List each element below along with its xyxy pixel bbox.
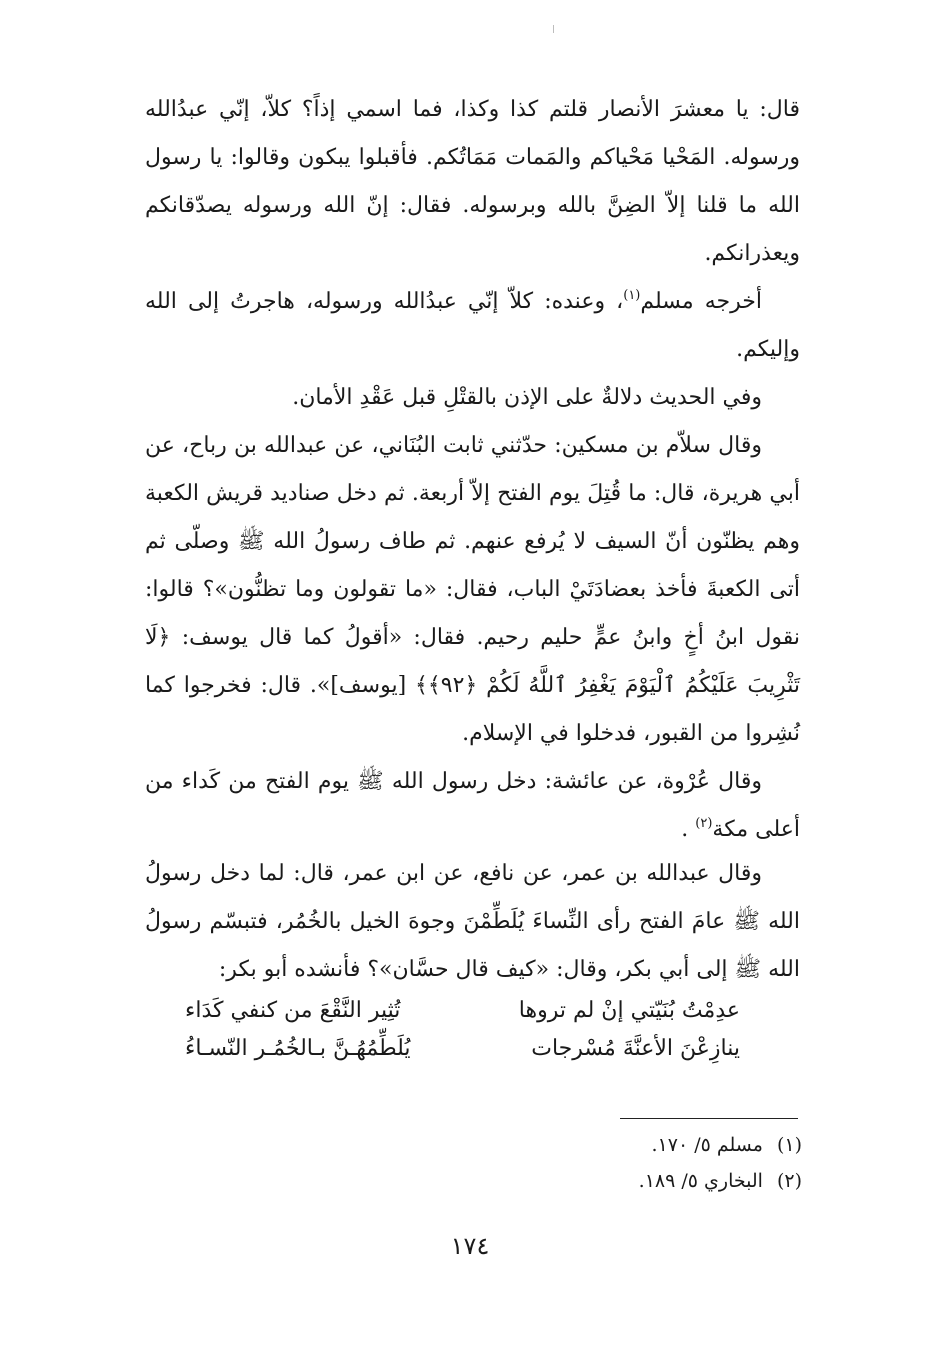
poem-verse [150, 1030, 770, 1068]
muslim-text: أخرجه مسلم [640, 289, 763, 314]
page-number: ١٧٤ [450, 1232, 490, 1260]
footnote-text: البخاري ٥/ ١٨٩. [638, 1170, 763, 1192]
footnote [651, 1130, 802, 1160]
scan-mark [553, 25, 554, 33]
urwa-text: وقال عُرْوة، عن عائشة: دخل رسول الله ﷺ يوم الفتح من كَداء من أعلى مكة [145, 769, 800, 842]
footnote-text: مسلم ٥/ ١٧٠. [651, 1134, 763, 1156]
paragraph-urwa [145, 758, 800, 854]
footnote-number: (١) [776, 1134, 802, 1156]
paragraph-ansar: قال: يا معشرَ الأنصار قلتم كذا وكذا، فما اسمي إذاً؟ كلاّ، إنّي عبدُالله ورسوله. المَحْيا مَحْياكم والمَمات مَمَاتُكم. فأقبلوا يبكون وقالوا: يا رسول الله ما قلنا إلاّ الضِنَّ بالله وبرسوله. فقال: إنّ الله ورسوله يصدّقانكم ويعذرانكم. [145, 97, 800, 266]
verse-second-hemistich: يُلَطِّمُهُـنَّ بـالخُمُـر النّسـاءُ [185, 1036, 411, 1061]
verse-second-hemistich: تُثِير النَّقْعَ من كنفي كَدَاء [185, 998, 401, 1023]
urwa-text-end: . [681, 817, 696, 842]
footnote-ref-1: (١) [623, 288, 641, 303]
footnote-number: (٢) [776, 1170, 802, 1192]
muslim-text-continued: ، وعنده: كلاّ إنّي عبدُالله ورسوله، هاجرتُ إلى الله وإليكم. [145, 289, 800, 362]
paragraph-fath-makkah: وقال سلاّم بن مسكين: حدّثني ثابت البُنَاني، عن عبدالله بن رباح، عن أبي هريرة، قال: ما قُتِلَ يوم الفتح إلاّ أربعة. ثم دخل صناديد قريش الكعبة وهم يظنّون أنّ السيف لا يُرفع عنهم. ثم طاف رسولُ الله ﷺ وصلّى ثم أتى الكعبةَ فأخذ بعضادَتَيْ الباب، فقال: «ما تقولون وما تظنُّون»؟ قالوا: نقول ابنُ أخٍ وابنُ عمٍّ حليم رحيم. فقال: «أقولُ كما قال يوسف: ﴿لَا تَثْرِيبَ عَلَيْكُمُ ٱلْيَوْمَ يَغْفِرُ ٱللَّهُ لَكُمْ ﴿٩٢﴾﴾ [يوسف]». قال: فخرجوا كما نُشِروا من القبور، فدخلوا في الإسلام. [145, 433, 800, 746]
paragraph-muslim-reference [145, 278, 800, 374]
poem [150, 992, 770, 1068]
paragraph-hadith-note: وفي الحديث دلالةٌ على الإذن بالقتْلِ قبل عَقْدِ الأمان. [292, 385, 762, 410]
footnote-separator [620, 1118, 798, 1119]
paragraph-ibn-umar: وقال عبدالله بن عمر، عن نافع، عن ابن عمر، قال: لما دخل رسولُ الله ﷺ عامَ الفتح رأى النِّساءَ يُلَطِّمْنَ وجوهَ الخيل بالخُمُر، فتبسّم رسولُ الله ﷺ إلى أبي بكر، وقال: «كيف قال حسَّان»؟ فأنشده أبو بكر: [145, 861, 800, 982]
footnote-ref-2: (٢) [695, 816, 713, 831]
verse-first-hemistich: عدِمْتُ بُنَيّتي إنْ لم تروها [518, 998, 740, 1023]
verse-first-hemistich: ينازِعْنَ الأعنَّةَ مُسْرجات [531, 1036, 740, 1061]
footnote [639, 1166, 802, 1196]
poem-verse [150, 992, 770, 1030]
